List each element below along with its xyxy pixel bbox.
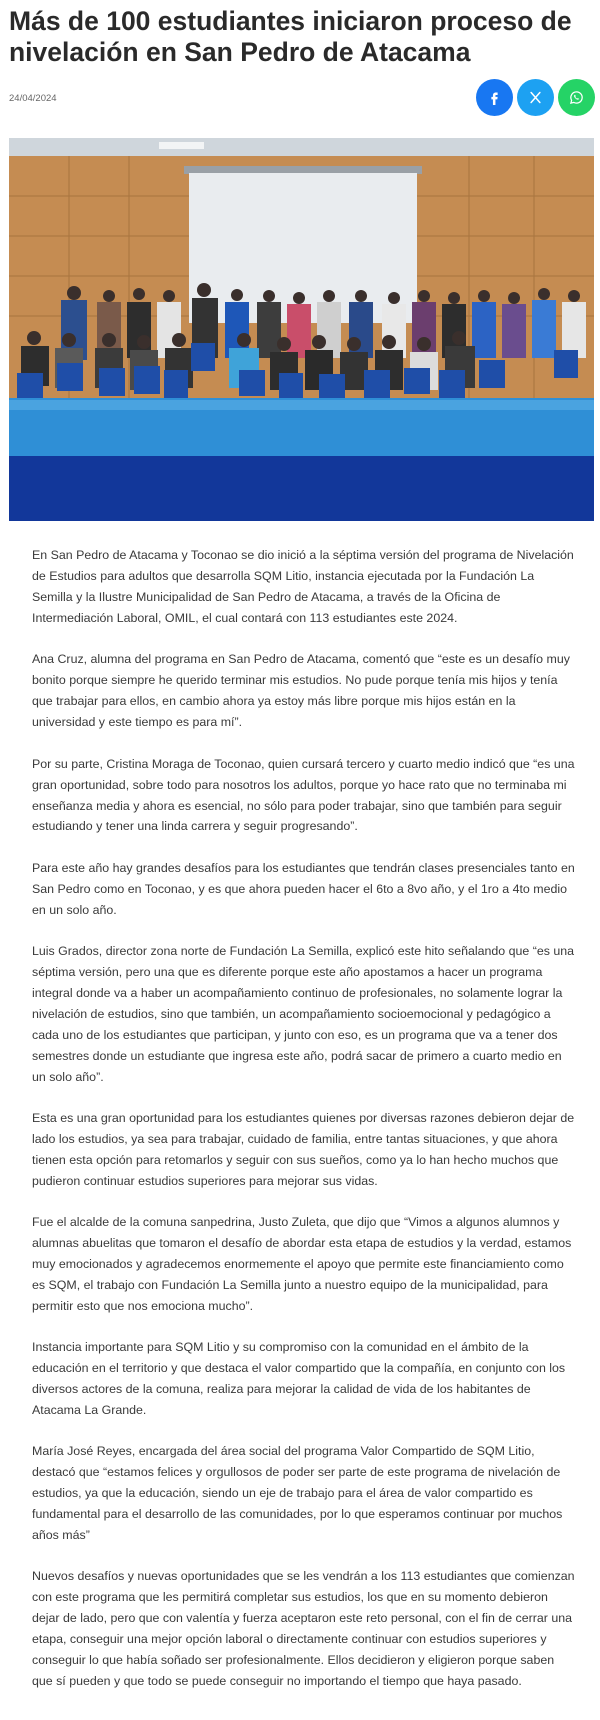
article-paragraph: Luis Grados, director zona norte de Fundación La Semilla, explicó este hito señalando que “es una séptima versión, pero una que es diferente porque este año apostamos a hacer un programa integral donde va a haber un acompañamiento continuo de profesionales, no solamente lograr la nivelación de estudios, sino que también, un acompañamiento socioemocional y pedagógico a cada uno de los estudiantes que participan, y junto con eso, es un programa que va a tener dos semestres donde un estudiante que ingresa este año, podrá sacar de primero a cuarto medio en un solo año”. [32, 944, 575, 1084]
article-paragraph: María José Reyes, encargada del área social del programa Valor Compartido de SQM Litio, destacó que “estamos felices y orgullosos de poder ser parte de este programa de nivelación de estudios, ya que la educación, siendo un eje de trabajo para el área de valor compartido es fundamental para el desarrollo de las comunidades, por lo que esperamos continuar por muchos años más” [32, 1444, 563, 1542]
article-paragraph: Ana Cruz, alumna del programa en San Pedro de Atacama, comentó que “este es un desafío muy bonito porque siempre he querido terminar mis estudios. No pude porque tenía mis hijos y tenía que trabajar para ellos, en cambio ahora ya estoy más libre porque mis hijos están en la universidad y este tiempo es para mí”. [32, 652, 570, 729]
x-icon [528, 90, 543, 105]
article-paragraph: Fue el alcalde de la comuna sanpedrina, Justo Zuleta, que dijo que “Vimos a algunos alumnos y alumnas abuelitas que tomaron el desafío de abordar esta etapa de estudios y la verdad, estamos muy emocionados y agradecemos enormemente el apoyo que permite este financiamiento como es SQM, el trabajo con Fundación La Semilla junto a nuestro equipo de la municipalidad, para permitir esto que nos emociona mucho”. [32, 1215, 572, 1313]
article-paragraph: Instancia importante para SQM Litio y su compromiso con la comunidad en el ámbito de la educación en el territorio y que destaca el valor compartido que la compañía, en conjunto con los diversos actores de la comuna, realiza para mejorar la calidad de vida de los habitantes de Atacama La Grande. [32, 1340, 566, 1417]
group-photo-illustration [9, 138, 594, 521]
share-whatsapp-button[interactable] [558, 79, 595, 116]
article-paragraph: Por su parte, Cristina Moraga de Toconao, quien cursará tercero y cuarto medio indicó que “es una gran oportunidad, sobre todo para nosotros los adultos, porque yo hace rato que no terminaba mi enseñanza media y ahora es esencial, no sólo para poder trabajar, sino que también para seguir estudiando y tener una linda carrera y seguir progresando”. [32, 756, 575, 834]
article-paragraph: Esta es una gran oportunidad para los estudiantes quienes por diversas razones debieron dejar de lado los estudios, ya sea para trabajar, cuidado de familia, entre tantas situaciones, y que ahora tienen esta opción para retomarlos y seguir con sus sueños, como ya lo han hecho muchos que pudieron continuar estudios superiores para mejorar sus vidas. [32, 1110, 575, 1188]
article-title: Más de 100 estudiantes iniciaron proceso de nivelación en San Pedro de Atacama [9, 6, 572, 67]
article-paragraph: Para este año hay grandes desafíos para los estudiantes que tendrán clases presenciales tanto en San Pedro como en Toconao, y es que ahora pueden hacer el 6to a 8vo año, y el 1ro a 4to medio en un solo año. [32, 860, 575, 917]
whatsapp-icon [569, 90, 584, 105]
article-paragraph: Nuevos desafíos y nuevas oportunidades que se les vendrán a los 113 estudiantes que comienzan con este programa que les permitirá completar sus estudios, los que en su momento debieron dejar de lado, pero que con valentía y fuerza aceptaron este reto personal, con el fin de cerrar una etapa, conseguir una mejor opción laboral o directamente continuar con estudios superiores y conseguir lo que había soñado ser profesionalmente. Ellos decidieron y eligieron porque saben que sí pueden y que todo se puede conseguir no importando el tiempo que haya pasado. [32, 1569, 575, 1688]
share-facebook-button[interactable] [476, 79, 513, 116]
article-body [32, 545, 576, 1712]
share-x-button[interactable] [517, 79, 554, 116]
article-paragraph: En San Pedro de Atacama y Toconao se dio inició a la séptima versión del programa de Nivelación de Estudios para adultos que desarrolla SQM Litio, instancia ejecutada por la Fundación La Semilla y la Ilustre Municipalidad de San Pedro de Atacama, a través de la Oficina de Intermediación Laboral, OMIL, el cual contará con 113 estudiantes este 2024. [32, 548, 574, 625]
publish-date: 24/04/2024 [9, 93, 57, 104]
article-photo [9, 138, 594, 521]
facebook-icon [487, 90, 502, 105]
